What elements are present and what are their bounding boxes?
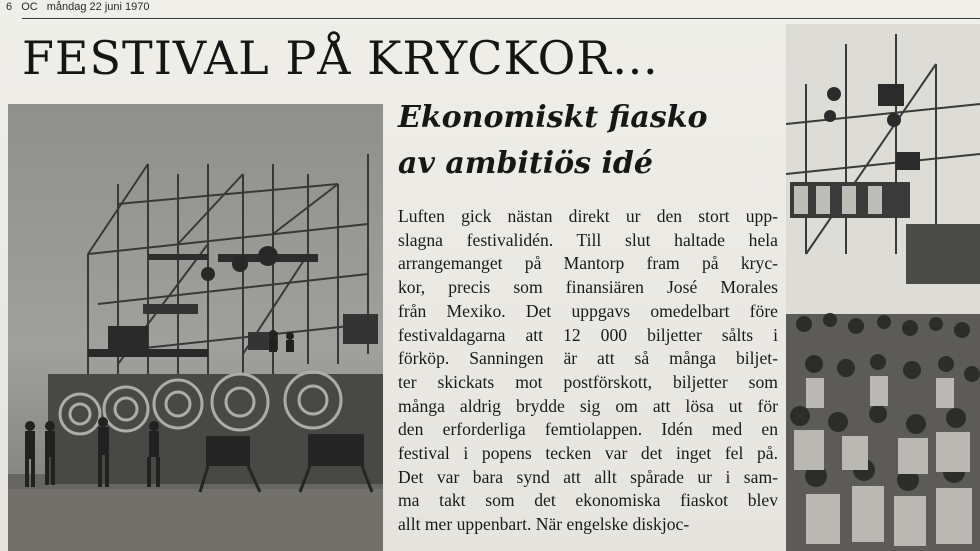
page-number: 6	[6, 1, 13, 13]
article-line: många aldrig brydde sig om att lösa ut för	[398, 395, 778, 416]
subheadline-line-1: Ekonomiskt fiasko	[398, 100, 708, 135]
article-line: allt mer uppenbart. När engelske diskjoc-	[398, 514, 690, 535]
article-line: förköp. Sanningen är att så många biljet-	[398, 348, 778, 369]
subheadline	[398, 95, 778, 187]
article-line: kor, precis som finansiären José Morales	[398, 277, 778, 298]
article-line: ter skickats mot postförskott, biljetter som	[398, 371, 778, 392]
paper-name: OC	[21, 1, 38, 13]
article-line: den erforderliga femtiolappen. Idén med en	[398, 419, 778, 440]
crowd-photo-image	[786, 24, 980, 551]
issue-date: måndag 22 juni 1970	[46, 1, 150, 13]
article-line: Det var bara synd att allt spårade ur i sam-	[398, 466, 778, 487]
article-line: från Mexiko. Det uppgavs omedelbart före	[398, 300, 778, 321]
crowd-photo	[786, 24, 980, 551]
masthead-rule	[22, 18, 980, 19]
article-line: festivaldagarna att 12 000 biljetter sålts i	[398, 324, 778, 345]
stage-photo-image	[8, 104, 383, 551]
article-line: ma takt som det ekonomiska fiaskot blev	[398, 490, 778, 511]
stage-photo	[8, 104, 383, 551]
article-body	[398, 205, 778, 537]
masthead	[6, 1, 156, 17]
article-line: festival i popens tecken var det inget fel på.	[398, 443, 778, 464]
article-line: Luften gick nästan direkt ur den stort upp-	[398, 206, 778, 226]
subheadline-line-2: av ambitiös idé	[398, 146, 653, 181]
article-line: slagna festivalidén. Till slut haltade hela	[398, 229, 778, 250]
headline: FESTIVAL PÅ KRYCKOR…	[22, 31, 659, 85]
article-line: arrangemanget på Mantorp fram på kryc-	[398, 253, 778, 274]
